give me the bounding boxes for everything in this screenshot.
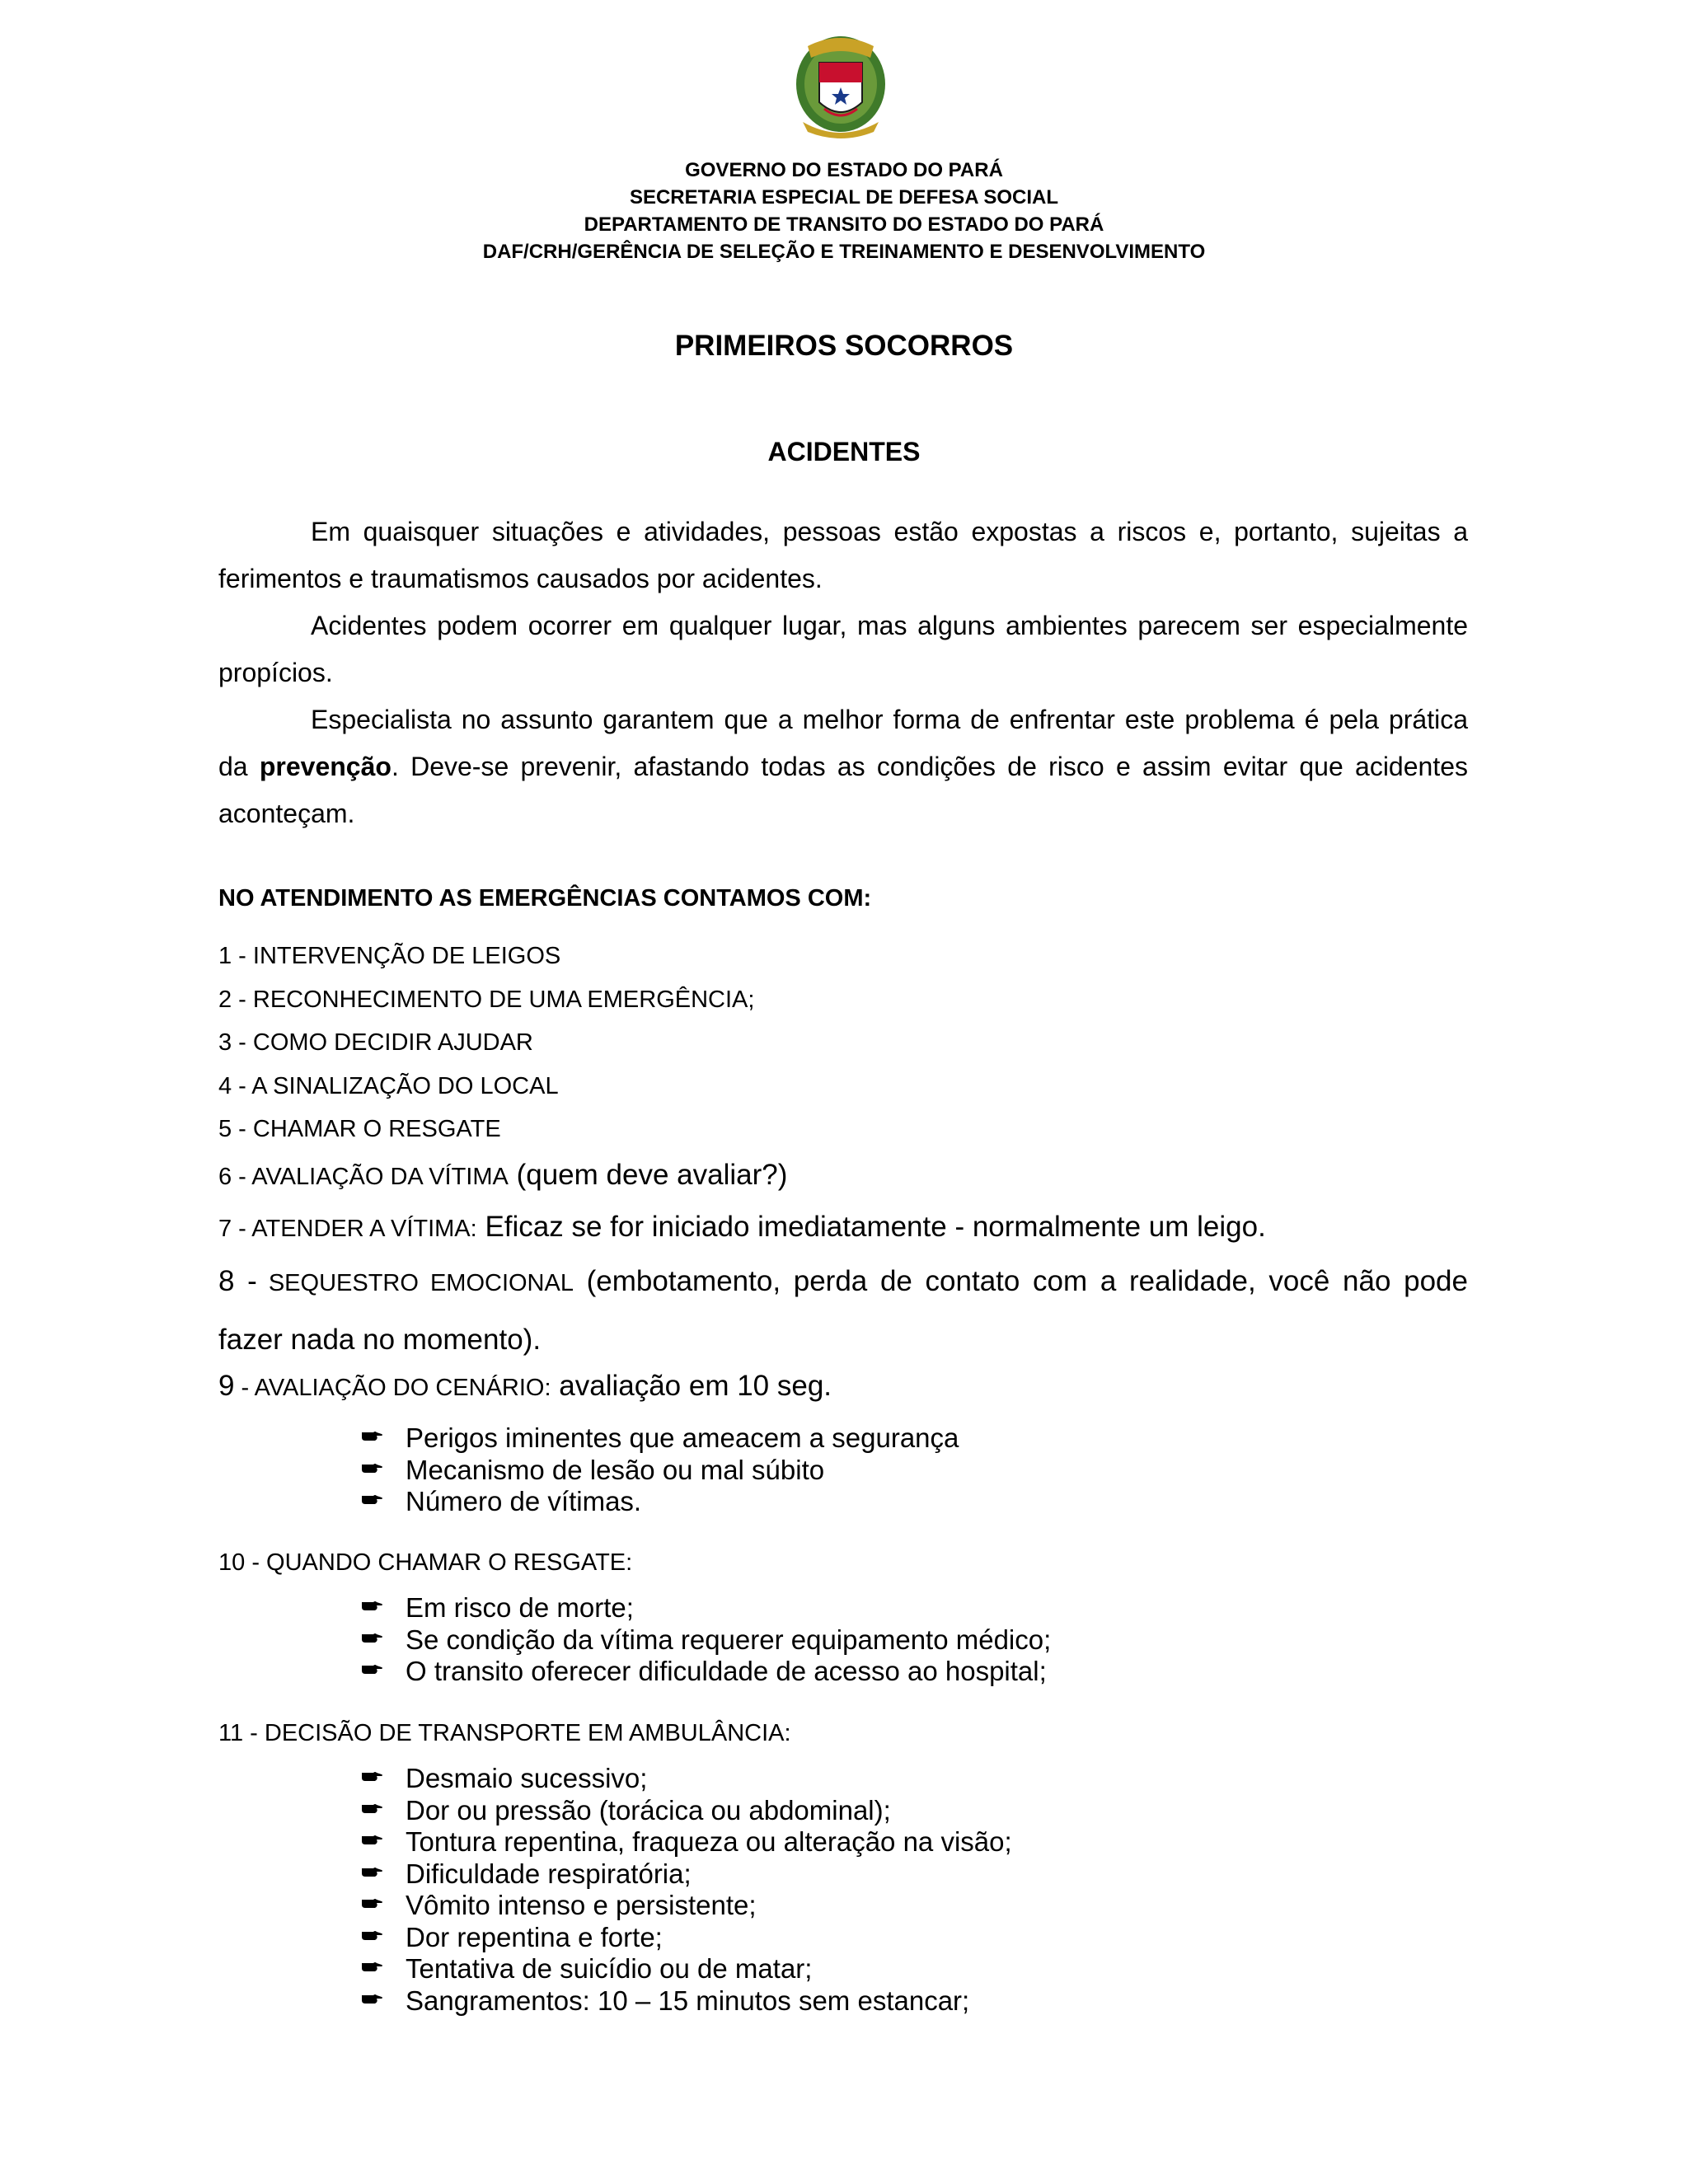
list-item xyxy=(218,1211,1468,1244)
rescue-bullet-list xyxy=(356,1592,1051,1688)
bullet-text: Em risco de morte; xyxy=(406,1592,634,1623)
ambulance-bullet-list xyxy=(356,1763,1012,2017)
list-item xyxy=(218,1370,1468,1403)
bullet-text: Tontura repentina, fraqueza ou alteração na visão; xyxy=(406,1826,1012,1857)
item-text: 2 - RECONHECIMENTO DE UMA EMERGÊNCIA; xyxy=(218,987,755,1013)
bullet-item xyxy=(356,1763,1012,1795)
pointing-hand-icon xyxy=(360,1800,383,1816)
bullet-item xyxy=(356,1422,959,1455)
item-label: 7 - ATENDER A VÍTIMA: xyxy=(218,1216,477,1242)
list-item xyxy=(218,1159,1468,1192)
item-label: 6 - AVALIAÇÃO DA VÍTIMA xyxy=(218,1164,509,1190)
pointing-hand-icon xyxy=(360,1863,383,1880)
pointing-hand-icon xyxy=(360,1990,383,2007)
pointing-hand-icon xyxy=(360,1427,383,1444)
scenario-bullet-list xyxy=(356,1422,959,1518)
intro-paragraphs xyxy=(218,509,1468,837)
bullet-text: Mecanismo de lesão ou mal súbito xyxy=(406,1454,825,1485)
item-detail: (embotamento, perda de contato com a realidade, você não pode fazer nada no momento). xyxy=(218,1265,1468,1356)
bullet-text: Desmaio sucessivo; xyxy=(406,1763,648,1793)
pointing-hand-icon xyxy=(360,1768,383,1784)
bullet-text: Dor ou pressão (torácica ou abdominal); xyxy=(406,1794,891,1825)
item-label: - AVALIAÇÃO DO CENÁRIO: xyxy=(234,1375,551,1401)
bullet-item xyxy=(356,1953,1012,1985)
bullet-item xyxy=(356,1624,1051,1657)
letterhead-line: DAF/CRH/GERÊNCIA DE SELEÇÃO E TREINAMENTO E DESENVOLVIMENTO xyxy=(482,241,1206,263)
bullet-text: Dificuldade respiratória; xyxy=(406,1858,692,1889)
bullet-text: Número de vítimas. xyxy=(406,1486,642,1516)
bullet-text: Se condição da vítima requerer equipamento médico; xyxy=(406,1624,1052,1655)
bullet-item xyxy=(356,1858,1012,1891)
item-detail: Eficaz se for iniciado imediatamente - normalmente um leigo. xyxy=(476,1211,1266,1243)
letterhead-line: SECRETARIA ESPECIAL DE DEFESA SOCIAL xyxy=(629,186,1059,209)
list-item xyxy=(218,943,1468,970)
list-item xyxy=(218,1073,1468,1100)
bullet-item xyxy=(356,1656,1051,1688)
bullet-item xyxy=(356,1922,1012,1954)
bullet-item xyxy=(356,1486,959,1518)
pointing-hand-icon xyxy=(360,1895,383,1911)
bullet-text: Perigos iminentes que ameacem a segurança xyxy=(406,1422,959,1453)
bullet-item xyxy=(356,1985,1012,2018)
bullet-text: O transito oferecer dificuldade de acesso ao hospital; xyxy=(406,1656,1047,1686)
pointing-hand-icon xyxy=(360,1831,383,1848)
bullet-text: Sangramentos: 10 – 15 minutos sem estancar; xyxy=(406,1985,970,2016)
list-item xyxy=(218,987,1468,1014)
bullet-item xyxy=(356,1826,1012,1858)
item-label: SEQUESTRO EMOCIONAL xyxy=(256,1270,574,1296)
pointing-hand-icon xyxy=(360,1661,383,1677)
list-item xyxy=(218,1116,1468,1143)
pointing-hand-icon xyxy=(360,1597,383,1614)
emergencies-heading: NO ATENDIMENTO AS EMERGÊNCIAS CONTAMOS COM: xyxy=(218,885,872,912)
pointing-hand-icon xyxy=(360,1460,383,1476)
bullet-item xyxy=(356,1455,959,1487)
bullet-item xyxy=(356,1890,1012,1922)
item-10-label: 10 - QUANDO CHAMAR O RESGATE: xyxy=(218,1549,633,1576)
state-coat-of-arms-icon xyxy=(791,30,890,145)
pointing-hand-icon xyxy=(360,1491,383,1507)
item-text: 3 - COMO DECIDIR AJUDAR xyxy=(218,1029,533,1056)
item-text: 4 - A SINALIZAÇÃO DO LOCAL xyxy=(218,1073,559,1099)
letterhead-line: DEPARTAMENTO DE TRANSITO DO ESTADO DO PARÁ xyxy=(584,213,1104,236)
paragraph: Acidentes podem ocorrer em qualquer lugar, mas alguns ambientes parecem ser especialmente propícios. xyxy=(218,611,1468,687)
list-item xyxy=(218,1029,1468,1057)
paragraph-text: . Deve-se prevenir, afastando todas as condições de risco e assim evitar que acidentes aconteçam. xyxy=(218,752,1469,828)
bullet-text: Vômito intenso e persistente; xyxy=(406,1890,757,1920)
pointing-hand-icon xyxy=(360,1927,383,1943)
bullet-item xyxy=(356,1795,1012,1827)
item-11-label: 11 - DECISÃO DE TRANSPORTE EM AMBULÂNCIA: xyxy=(218,1720,791,1746)
bullet-text: Dor repentina e forte; xyxy=(406,1921,663,1952)
pointing-hand-icon xyxy=(360,1629,383,1646)
paragraph-text: Especialista no assunto garantem que a melhor forma de enfrentar este problema é pela prática da xyxy=(218,705,1468,781)
bullet-text: Tentativa de suicídio ou de matar; xyxy=(406,1953,813,1984)
item-number: 8 - xyxy=(218,1265,257,1297)
item-detail: avaliação em 10 seg. xyxy=(551,1370,832,1402)
item-number: 9 xyxy=(218,1370,235,1402)
paragraph: Em quaisquer situações e atividades, pessoas estão expostas a riscos e, portanto, sujeitas a ferimentos e traumatismos causados por acidentes. xyxy=(218,517,1468,593)
pointing-hand-icon xyxy=(360,1958,383,1975)
document-title: PRIMEIROS SOCORROS xyxy=(674,330,1014,362)
emphasis-prevencao: prevenção xyxy=(259,752,392,781)
paragraph xyxy=(218,696,1468,837)
item-text: 5 - CHAMAR O RESGATE xyxy=(218,1116,501,1142)
letterhead xyxy=(0,157,1688,265)
item-detail: (quem deve avaliar?) xyxy=(508,1159,788,1191)
list-item xyxy=(218,1255,1468,1372)
bullet-item xyxy=(356,1592,1051,1624)
item-text: 1 - INTERVENÇÃO DE LEIGOS xyxy=(218,943,561,969)
section-title: ACIDENTES xyxy=(767,437,921,466)
letterhead-line: GOVERNO DO ESTADO DO PARÁ xyxy=(685,159,1003,181)
